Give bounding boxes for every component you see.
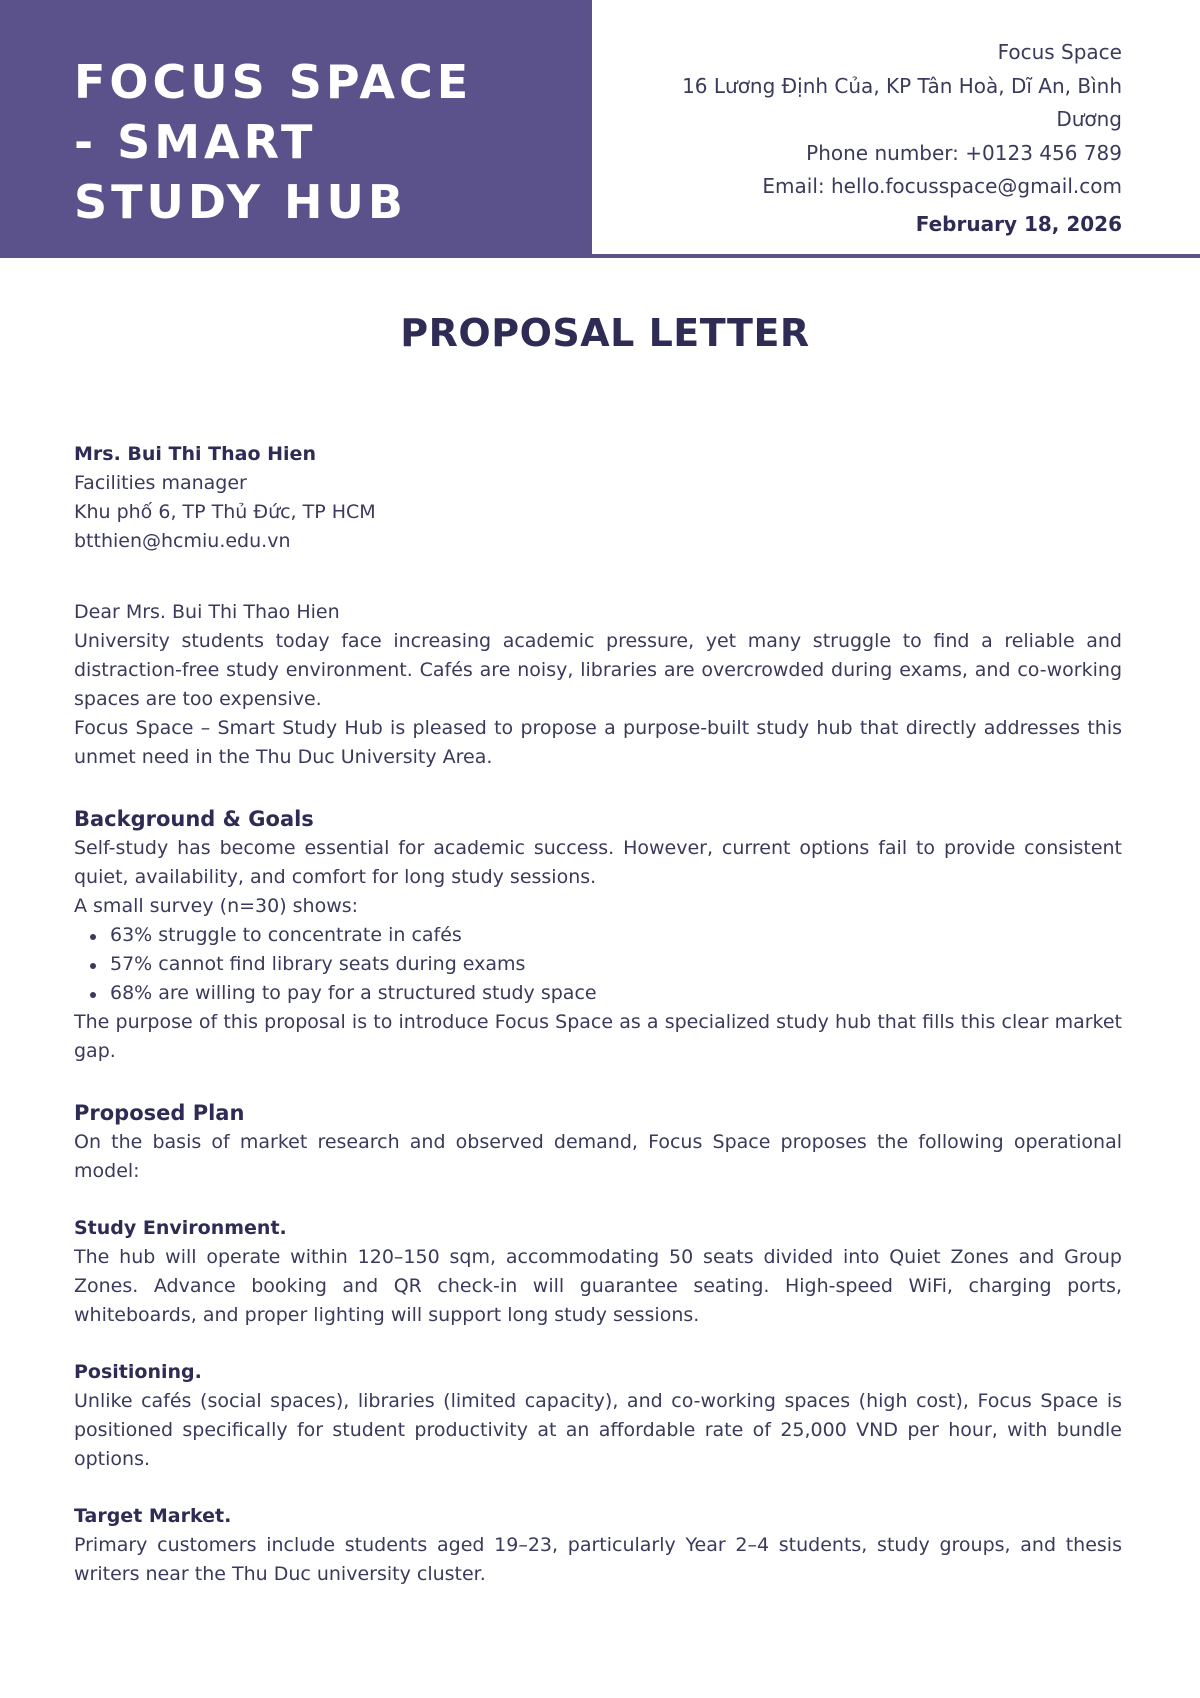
brand-title-line: FOCUS SPACE: [74, 55, 473, 109]
header-divider: [592, 254, 1200, 258]
plan-intro: On the basis of market research and observed demand, Focus Space proposes the following operational model:: [74, 1131, 1122, 1182]
recipient-address: Khu phố 6, TP Thủ Đức, TP HCM: [74, 501, 376, 523]
brand-title-line: - SMART: [74, 115, 317, 169]
intro-paragraph: University students today face increasing academic pressure, yet many struggle to find a reliable and distraction-free study environment. Cafés are noisy, libraries are overcrowded during exams, and co-working spaces are too expensive.: [74, 630, 1122, 710]
brand-title: [74, 52, 592, 232]
list-item: 68% are willing to pay for a structured study space: [88, 979, 1122, 1008]
section-heading: Proposed Plan: [74, 1101, 245, 1125]
letter-date: February 18, 2026: [915, 211, 1122, 236]
greeting: Dear Mrs. Bui Thi Thao Hien: [74, 601, 340, 623]
subsection-heading: Target Market.: [74, 1505, 232, 1527]
recipient-role: Facilities manager: [74, 472, 247, 494]
recipient-block: [74, 440, 1122, 556]
sender-address-line: Dương: [1056, 107, 1122, 131]
recipient-email: btthien@hcmiu.edu.vn: [74, 530, 291, 552]
sender-address-line: 16 Lương Định Của, KP Tân Hoà, Dĩ An, Bình: [682, 73, 1122, 98]
survey-intro: A small survey (n=30) shows:: [74, 895, 359, 917]
recipient-name: Mrs. Bui Thi Thao Hien: [74, 443, 316, 465]
sender-info: [562, 36, 1122, 241]
brand-banner: [0, 0, 592, 258]
letter-body: [74, 440, 1122, 1589]
target-market-text: Primary customers include students aged 19–23, particularly Year 2–4 students, study groups, and thesis writers near the Thu Duc university cluster.: [74, 1534, 1122, 1585]
intro-paragraph: Focus Space – Smart Study Hub is pleased to propose a purpose-built study hub that directly addresses this unmet need in the Thu Duc University Area.: [74, 717, 1122, 768]
positioning-text: Unlike cafés (social spaces), libraries (limited capacity), and co-working spaces (high cost), Focus Space is positioned specifically for student productivity at an affordable rate of 25,000 VND per hour, with bundle options.: [74, 1390, 1122, 1470]
list-item: 57% cannot find library seats during exams: [88, 950, 1122, 979]
subsection-heading: Study Environment.: [74, 1217, 287, 1239]
section-heading: Background & Goals: [74, 807, 314, 831]
study-environment-text: The hub will operate within 120–150 sqm, accommodating 50 seats divided into Quiet Zones and Group Zones. Advance booking and QR check-in will guarantee seating. High-speed WiFi, charging ports, whiteboards, and proper lighting will support long study sessions.: [74, 1246, 1122, 1326]
survey-list: [74, 921, 1122, 1008]
subsection-heading: Positioning.: [74, 1361, 202, 1383]
background-paragraph: Self-study has become essential for academic success. However, current options fail to provide consistent quiet, availability, and comfort for long study sessions.: [74, 837, 1122, 888]
document-title: PROPOSAL LETTER: [400, 311, 810, 355]
sender-email: Email: hello.focusspace@gmail.com: [762, 174, 1122, 198]
list-item: 63% struggle to concentrate in cafés: [88, 921, 1122, 950]
sender-name: Focus Space: [997, 40, 1122, 64]
brand-title-line: STUDY HUB: [74, 175, 407, 229]
sender-phone: Phone number: +0123 456 789: [806, 140, 1122, 165]
background-paragraph: The purpose of this proposal is to introduce Focus Space as a specialized study hub that fills this clear market gap.: [74, 1011, 1122, 1062]
